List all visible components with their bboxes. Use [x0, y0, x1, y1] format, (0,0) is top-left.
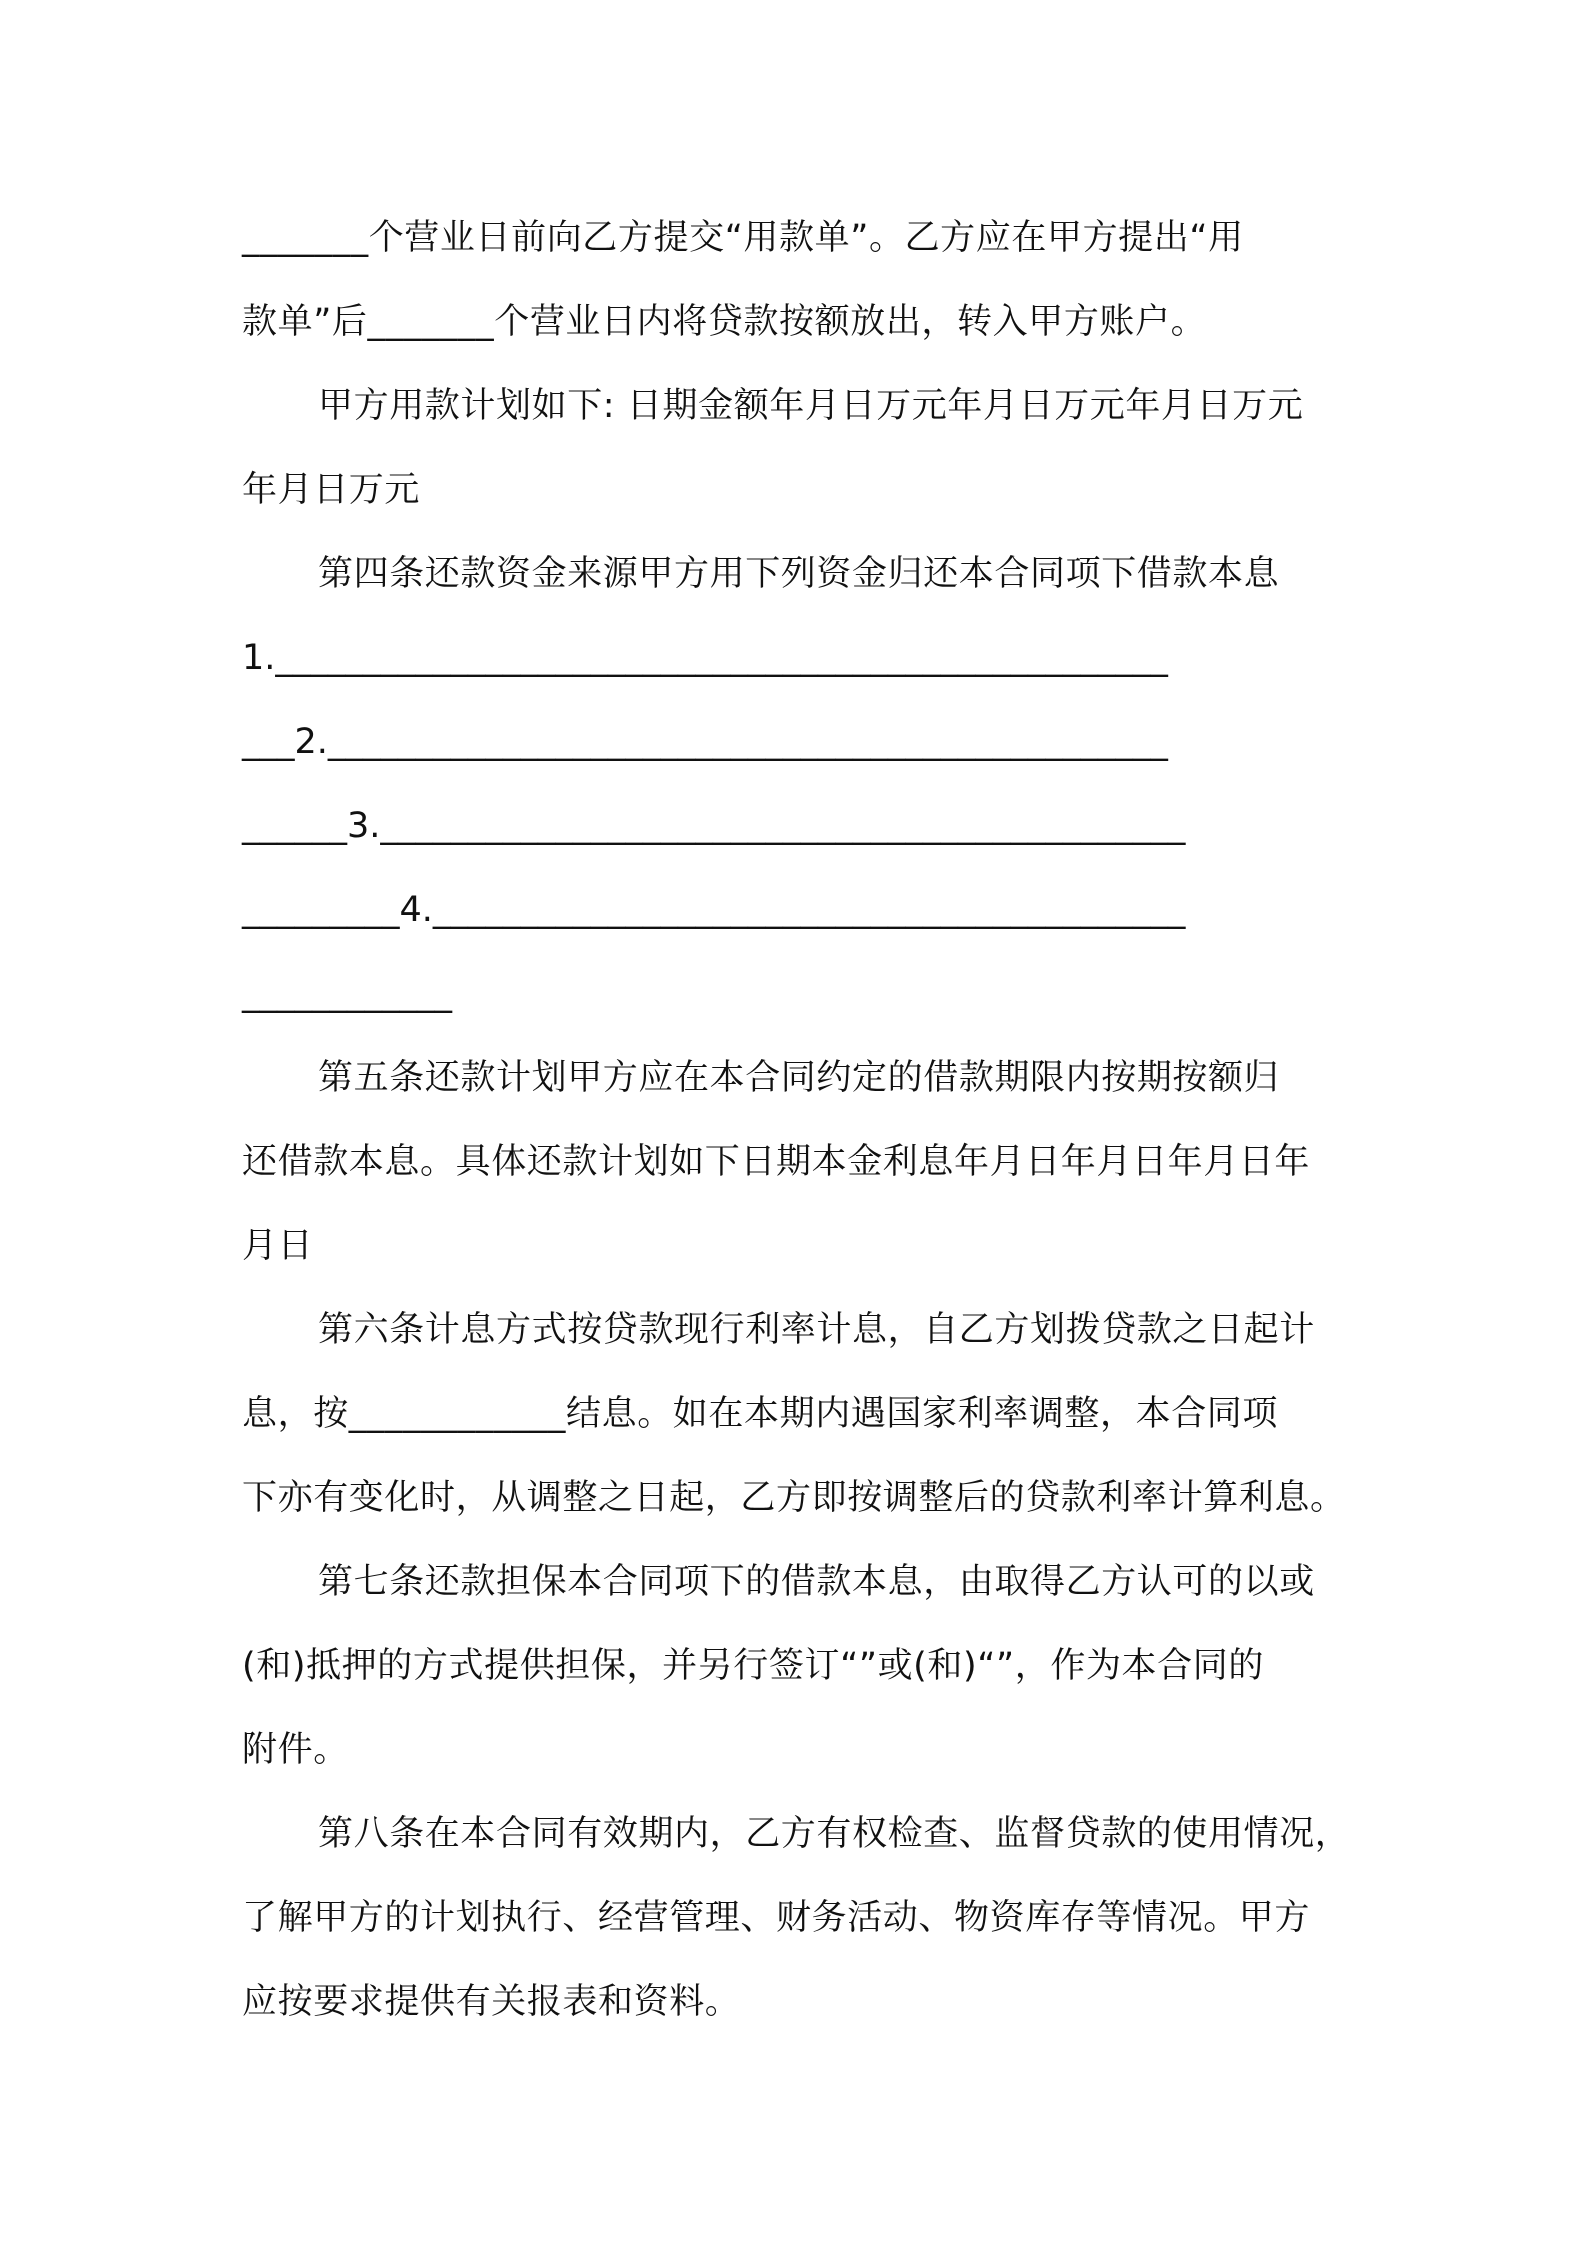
- text-line: 附件。: [242, 1730, 349, 1770]
- text-line: 下亦有变化时，从调整之日起，乙方即按调整后的贷款利率计算利息。: [242, 1478, 1346, 1518]
- text-line: 款单”后_______个营业日内将贷款按额放出，转入甲方账户。: [242, 302, 1207, 342]
- article-5-heading: 第五条还款计划甲方应在本合同约定的借款期限内按期按额归: [318, 1058, 1280, 1098]
- article-6-heading: 第六条计息方式按贷款现行利率计息，自乙方划拨贷款之日起计: [318, 1310, 1315, 1350]
- text-line: 了解甲方的计划执行、经营管理、财务活动、物资库存等情况。甲方: [242, 1898, 1311, 1938]
- article-7-heading: 第七条还款担保本合同项下的借款本息，由取得乙方认可的以或: [318, 1562, 1315, 1602]
- fill-in-blank-tail: ____________: [242, 974, 452, 1014]
- text-line: (和)抵押的方式提供担保，并另行签订“”或(和)“”，作为本合同的: [242, 1646, 1264, 1686]
- article-8-heading: 第八条在本合同有效期内，乙方有权检查、监督贷款的使用情况，: [318, 1814, 1351, 1854]
- fill-in-blank-1: 1.___________________________________________________: [242, 638, 1168, 678]
- text-line: 月日: [242, 1226, 314, 1266]
- fill-in-blank-4: _________4.___________________________________________: [242, 890, 1186, 930]
- text-line: 还借款本息。具体还款计划如下日期本金利息年月日年月日年月日年: [242, 1142, 1311, 1182]
- text-line: 息，按____________结息。如在本期内遇国家利率调整，本合同项: [242, 1394, 1279, 1434]
- text-line: 应按要求提供有关报表和资料。: [242, 1982, 741, 2022]
- text-line: 年月日万元: [242, 470, 421, 510]
- fill-in-blank-3: ______3.______________________________________________: [242, 806, 1186, 846]
- article-4-heading: 第四条还款资金来源甲方用下列资金归还本合同项下借款本息: [318, 554, 1280, 594]
- fill-in-blank-2: ___2.________________________________________________: [242, 722, 1168, 762]
- text-line: _______个营业日前向乙方提交“用款单”。乙方应在甲方提出“用: [242, 218, 1244, 258]
- document-body: [242, 196, 1354, 2044]
- paragraph-loan-plan: 甲方用款计划如下: 日期金额年月日万元年月日万元年月日万元: [318, 386, 1304, 426]
